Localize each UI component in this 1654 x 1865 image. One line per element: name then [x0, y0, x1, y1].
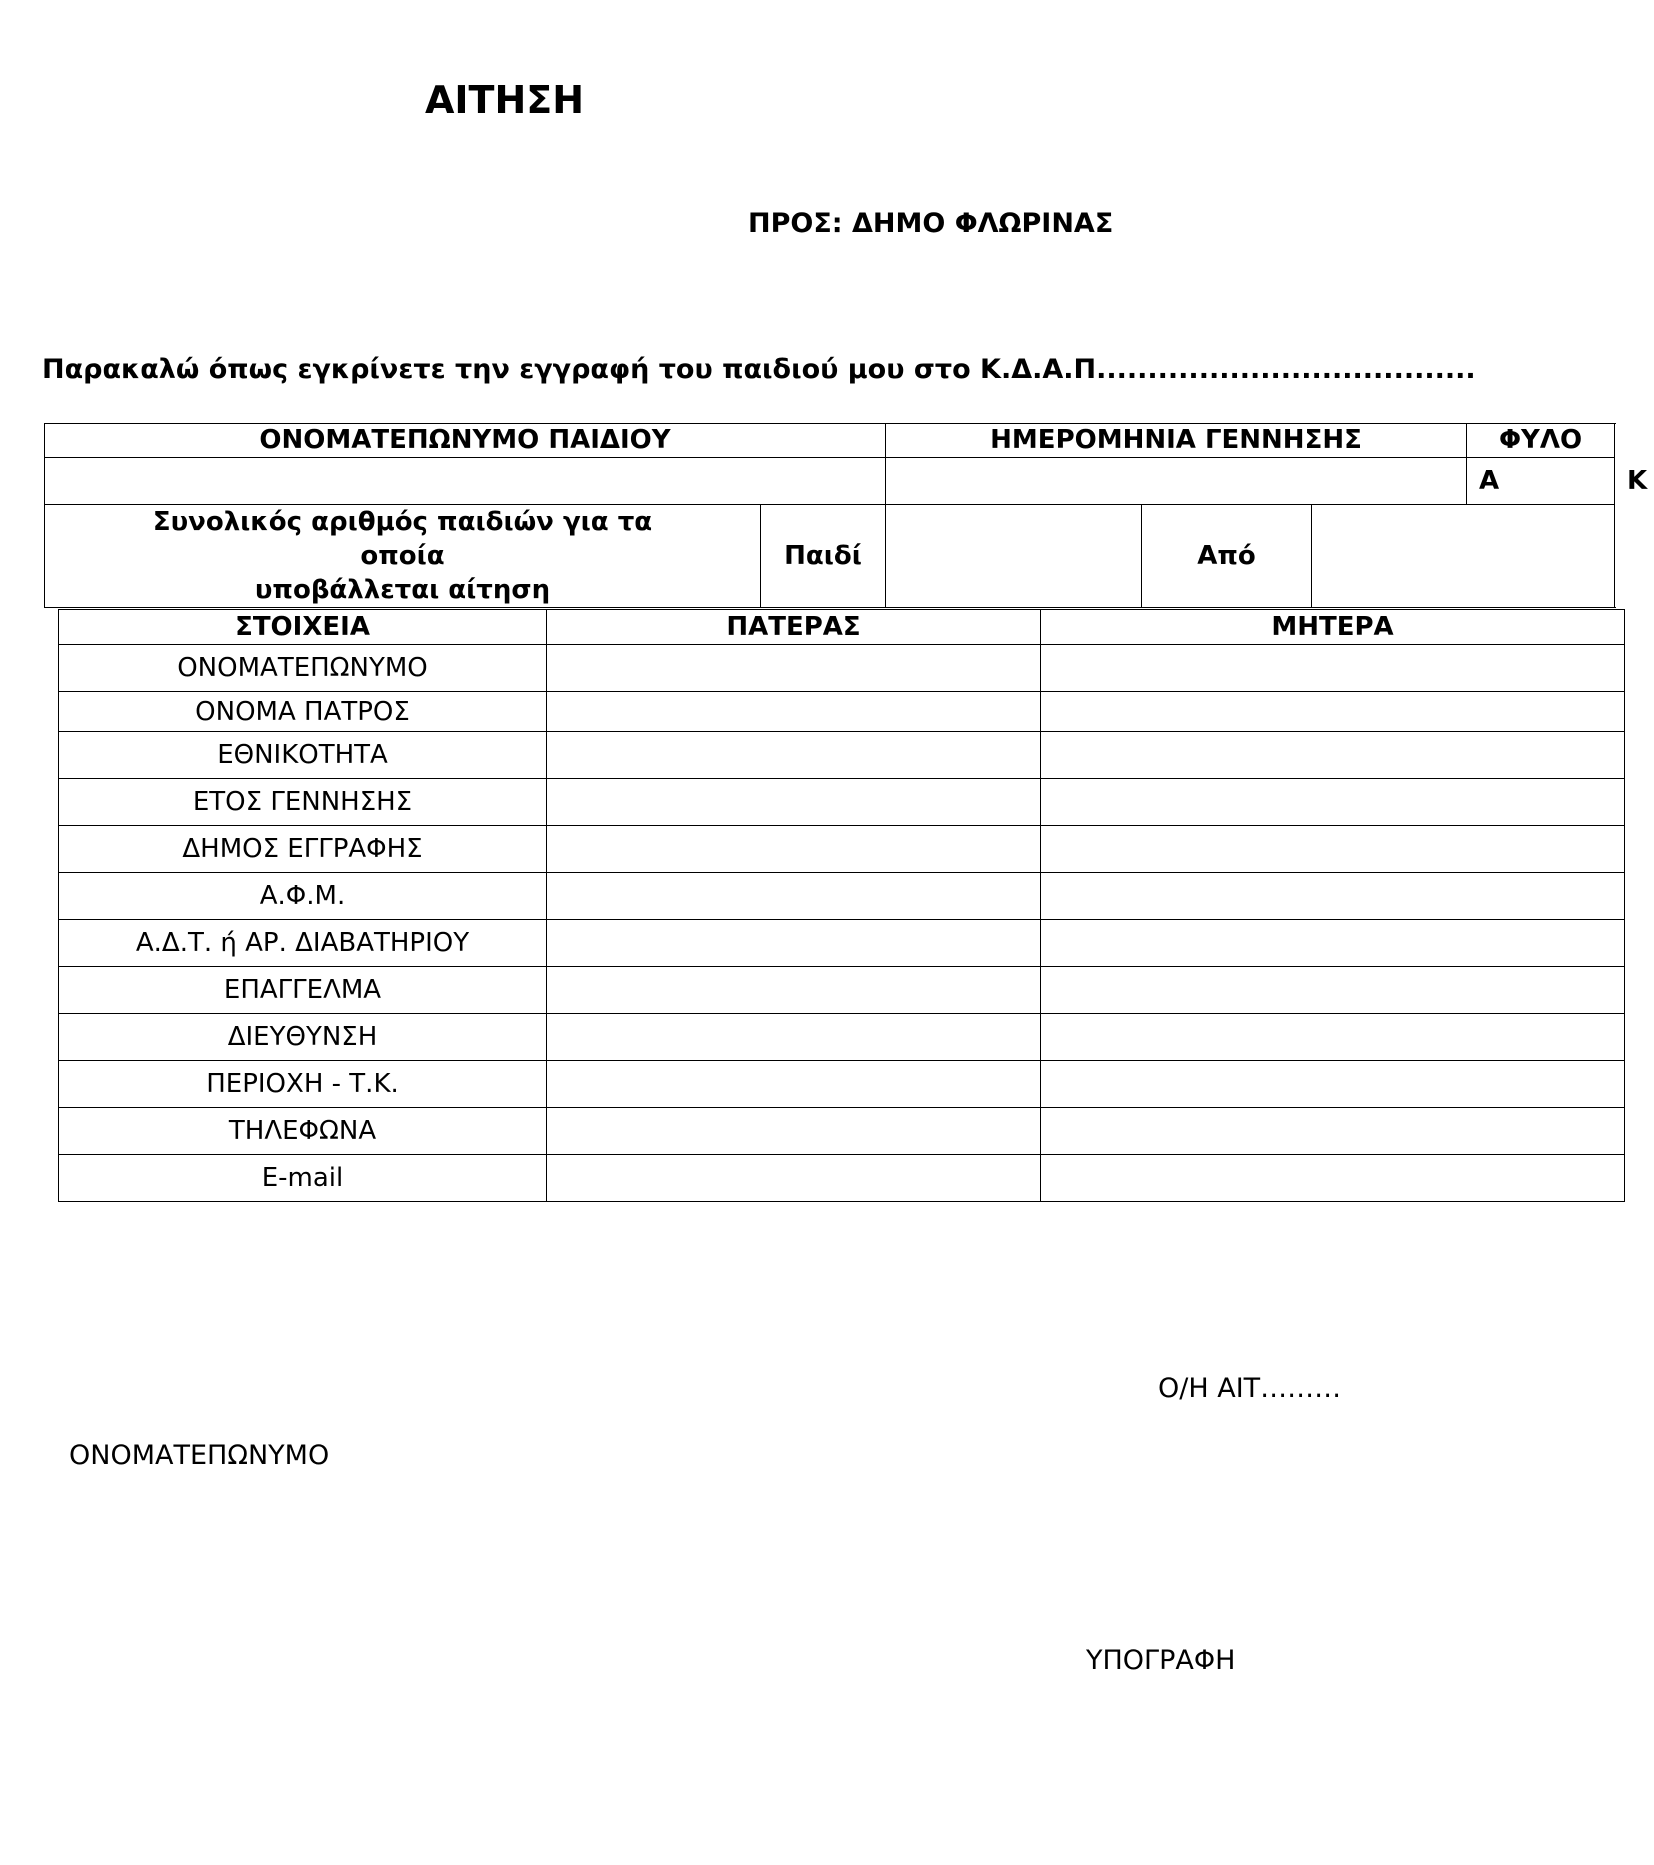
mother-address-field[interactable]	[1041, 1014, 1625, 1061]
full-name-label: ΟΝΟΜΑΤΕΠΩΝΥΜΟ	[69, 1440, 330, 1471]
sex-header: ΦΥΛΟ	[1467, 424, 1615, 458]
mother-nationality-field[interactable]	[1041, 732, 1625, 779]
signature-label: ΥΠΟΓΡΑΦΗ	[1086, 1645, 1236, 1676]
mother-municipality-field[interactable]	[1041, 826, 1625, 873]
mother-profession-field[interactable]	[1041, 967, 1625, 1014]
birthdate-header: ΗΜΕΡΟΜΗΝΙΑ ΓΕΝΝΗΣΗΣ	[886, 424, 1467, 458]
father-area-field[interactable]	[547, 1061, 1041, 1108]
father-full-name-field[interactable]	[547, 645, 1041, 692]
mother-full-name-field[interactable]	[1041, 645, 1625, 692]
mother-tax-id-field[interactable]	[1041, 873, 1625, 920]
mother-fathers-name-field[interactable]	[1041, 692, 1625, 732]
sex-male-option[interactable]: Α	[1467, 458, 1615, 505]
from-label: Από	[1142, 505, 1312, 608]
mother-area-field[interactable]	[1041, 1061, 1625, 1108]
total-children-label-line: υποβάλλεται αίτηση	[254, 575, 551, 605]
father-municipality-field[interactable]	[547, 826, 1041, 873]
document-title: ΑΙΤΗΣΗ	[425, 78, 585, 122]
father-email-field[interactable]	[547, 1155, 1041, 1202]
row-label-profession: ΕΠΑΓΓΕΛΜΑ	[59, 967, 547, 1014]
child-name-header: ΟΝΟΜΑΤΕΠΩΝΥΜΟ ΠΑΙΔΙΟΥ	[45, 424, 886, 458]
total-number-field[interactable]	[1312, 505, 1615, 608]
row-label-email: E-mail	[59, 1155, 547, 1202]
child-number-field[interactable]	[886, 505, 1142, 608]
father-address-field[interactable]	[547, 1014, 1041, 1061]
request-text: Παρακαλώ όπως εγκρίνετε την εγγραφή του παιδιού μου στο Κ.Δ.Α.Π.....................................	[42, 354, 1476, 385]
father-header: ΠΑΤΕΡΑΣ	[547, 610, 1041, 645]
row-label-nationality: ΕΘΝΙΚΟΤΗΤΑ	[59, 732, 547, 779]
row-label-address: ΔΙΕΥΘΥΝΣΗ	[59, 1014, 547, 1061]
father-phone-field[interactable]	[547, 1108, 1041, 1155]
recipient-line: ΠΡΟΣ: ΔΗΜΟ ΦΛΩΡΙΝΑΣ	[748, 208, 1114, 239]
mother-email-field[interactable]	[1041, 1155, 1625, 1202]
row-label-phones: ΤΗΛΕΦΩΝΑ	[59, 1108, 547, 1155]
child-name-field[interactable]	[45, 458, 886, 505]
father-profession-field[interactable]	[547, 967, 1041, 1014]
row-label-father-name: ΟΝΟΜΑ ΠΑΤΡΟΣ	[59, 692, 547, 732]
child-info-table: ΟΝΟΜΑΤΕΠΩΝΥΜΟ ΠΑΙΔΙΟΥ ΗΜΕΡΟΜΗΝΙΑ ΓΕΝΝΗΣΗΣ ΦΥΛΟ Α Κ Συνολικός αριθμός παιδιών για τα οποία υποβάλλεται αίτηση Παιδί Από	[44, 423, 1615, 608]
father-nationality-field[interactable]	[547, 732, 1041, 779]
row-label-full-name: ΟΝΟΜΑΤΕΠΩΝΥΜΟ	[59, 645, 547, 692]
mother-phone-field[interactable]	[1041, 1108, 1625, 1155]
row-label-area-postcode: ΠΕΡΙΟΧΗ - Τ.Κ.	[59, 1061, 547, 1108]
row-label-tax-id: Α.Φ.Μ.	[59, 873, 547, 920]
row-label-id-passport: Α.Δ.Τ. ή ΑΡ. ΔΙΑΒΑΤΗΡΙΟΥ	[59, 920, 547, 967]
total-children-label	[45, 505, 761, 608]
child-label: Παιδί	[761, 505, 886, 608]
row-label-municipality: ΔΗΜΟΣ ΕΓΓΡΑΦΗΣ	[59, 826, 547, 873]
parents-info-table	[58, 609, 1625, 1202]
mother-id-field[interactable]	[1041, 920, 1625, 967]
father-fathers-name-field[interactable]	[547, 692, 1041, 732]
mother-birth-year-field[interactable]	[1041, 779, 1625, 826]
father-birth-year-field[interactable]	[547, 779, 1041, 826]
birthdate-field[interactable]	[886, 458, 1467, 505]
father-id-field[interactable]	[547, 920, 1041, 967]
row-label-birth-year: ΕΤΟΣ ΓΕΝΝΗΣΗΣ	[59, 779, 547, 826]
total-children-label-line: οποία	[360, 541, 445, 571]
mother-header: ΜΗΤΕΡΑ	[1041, 610, 1625, 645]
applicant-label: Ο/Η ΑΙΤ………	[1158, 1373, 1342, 1404]
details-header: ΣΤΟΙΧΕΙΑ	[59, 610, 547, 645]
father-tax-id-field[interactable]	[547, 873, 1041, 920]
total-children-label-line: Συνολικός αριθμός παιδιών για τα	[152, 507, 653, 537]
